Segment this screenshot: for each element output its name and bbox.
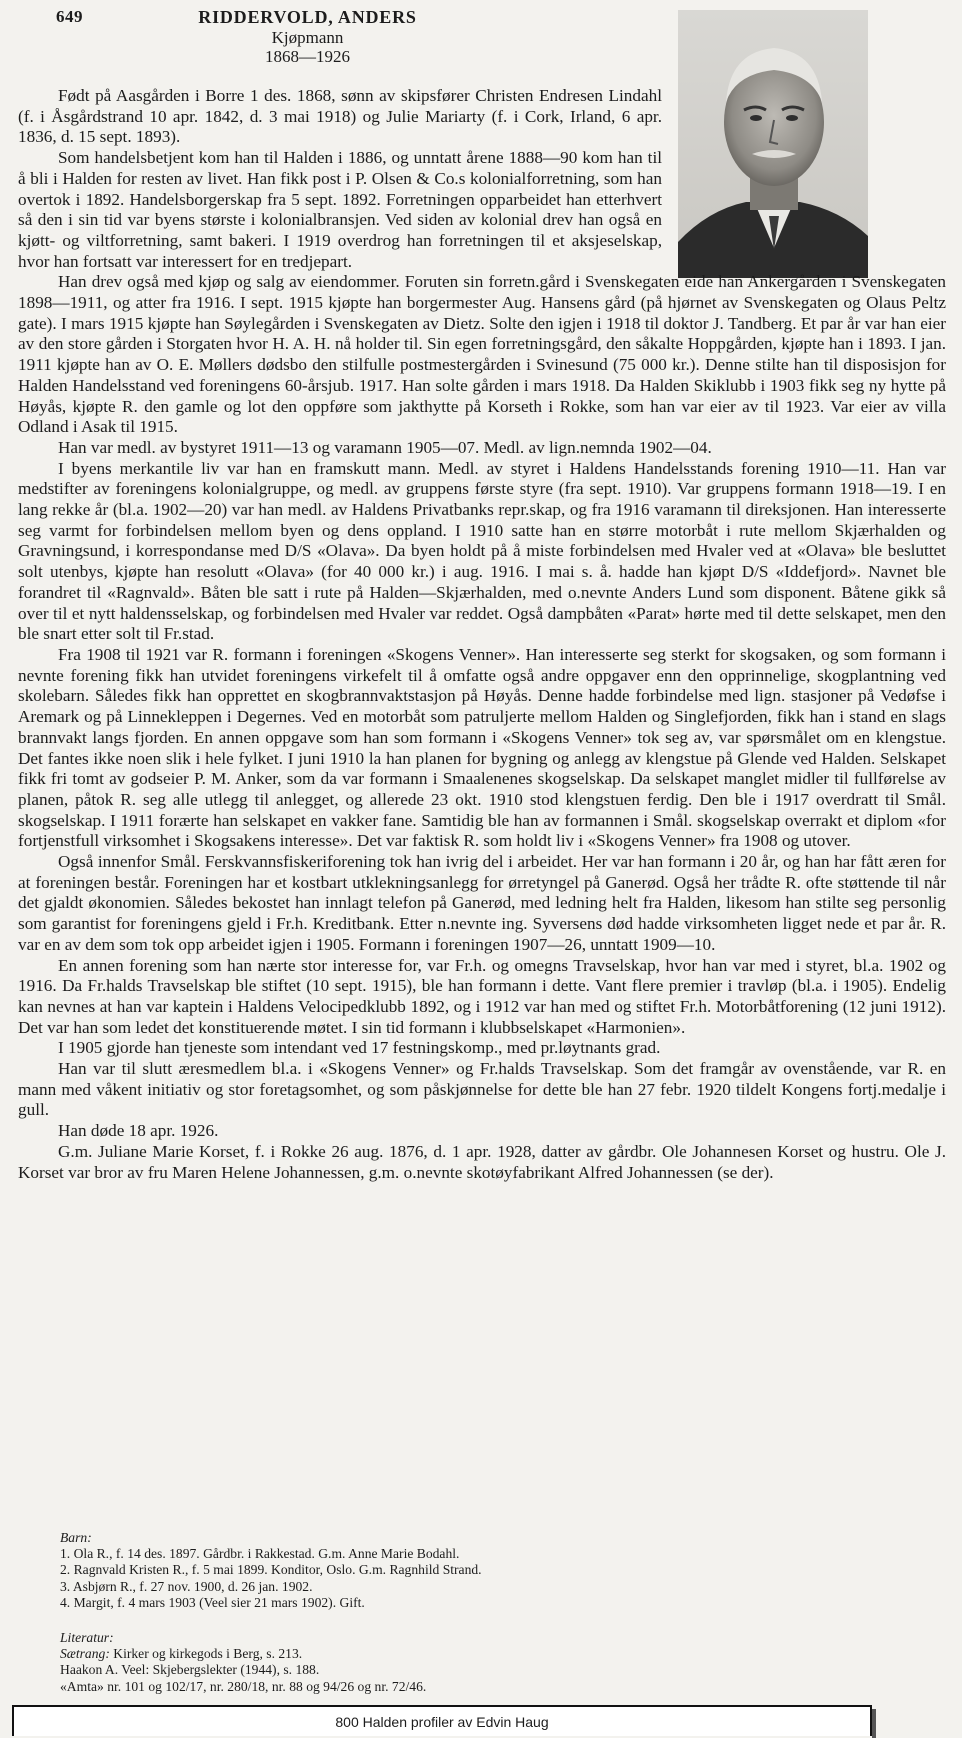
biography-text <box>18 86 946 1183</box>
source-title: «Amta» nr. 101 og 102/17, nr. 280/18, nr. 88 og 94/26 og nr. 72/46. <box>60 1678 427 1694</box>
paragraph-forest: Fra 1908 til 1921 var R. formann i foreningen «Skogens Venner». Han interesserte seg sterkt for skogsaken, og som formann i nevnte forening fikk han utvidet foreningens virkefelt til å omfatte også andre oppgaver enn den opprinnelige, skogplantning ved skolebarn. Således fikk han opprettet en skogbrannvaktstasjon på Høyås. Denne hadde forbindelse med lign. stasjoner på Vedøfse i Aremark og på Linnekleppen i Degernes. Ved en motorbåt som patruljerte mellom Halden og Singlefjorden, fikk han i stand en slags brannvakt langs fjorden. En annen oppgave som han som formann i «Skogens Venner» tok seg av, var spørsmålet om en klengstue. Det fantes ikke noen slik i hele fylket. I juni 1910 la han planen for bygning og anlegg av klengstue på Glende ved Halden. Selskapet fikk fri tomt av godseier P. M. Anker, som da var formann i Smaalenenes skogselskap. Da selskapet manglet midler til fullførelse av planen, påtok R. seg alle utlegg til anlegget, og allerede 23 okt. 1910 stod klengstuen ferdig. Den ble i 1917 overdratt til Smål. skogselskap. I 1911 forærte han selskapet en vakker fane. Samtidig ble han av formannen i Smål. skogselskap overrakt et diplom «for fortjenstfull virksomhet i Skogsakens interesse». Det var faktisk R. som holdt liv i «Skogens Venner» fra 1908 og utover. <box>18 644 946 851</box>
paragraph-council: Han var medl. av bystyret 1911—13 og varamann 1905—07. Medl. av lign.nemnda 1902—04. <box>58 437 712 457</box>
paragraph-honours: Han var til slutt æresmedlem bl.a. i «Skogens Venner» og Fr.halds Travselskap. Som det framgår av ovenstående, var R. en mann med våkent initiativ og stor foretagsomhet, og som påskjønnelse for dette ble han 27 febr. 1920 tildelt Kongens fortj.medalje i gull. <box>18 1059 946 1120</box>
footer-caption: 800 Halden profiler av Edvin Haug <box>12 1705 872 1736</box>
paragraph-mercantile: I byens merkantile liv var han en framskutt mann. Medl. av styret i Haldens Handelsstands forening 1910—11. Han var medstifter av foreningens kolonialgruppe, og medl. av gruppens første styre (fra sept. 1910). Var gruppens formann 1918—19. I en lang rekke år (bl.a. 1902—20) var han medl. av Haldens Privatbanks repr.skap, og fra 1916 varamann til direksjonen. Han interesserte seg varmt for forbindelsen mellom byen og dens oppland. I 1910 satte han en større motorbåt i rute mellom Skjærhalden og Gravningsund, i korrespondanse med D/S «Olava». Da byen holdt på å miste forbindelsen med Hvaler ved at «Olava» ble besluttet solt utenbys, kjøpte han resolutt «Olava» (for 40 000 kr.) i aug. 1916. I mai s. å. hadde han kjøpt D/S «Iddefjord». Navnet ble forandret til «Ragnvald». Båten ble satt i rute på Halden—Skjærhalden, med o.nevnte Anders Lund som disponent. Båtene gikk så over til et nytt haldensselskap, og forbindelsen med Hvaler var reddet. Også dampbåten «Parat» hørte med til dette selskapet, men den ble snart etter solt til Fr.stad. <box>18 458 946 644</box>
paragraph-marriage: G.m. Juliane Marie Korset, f. i Rokke 26 aug. 1876, d. 1 apr. 1928, datter av gårdbr. Ole Johannesen Korset og hustru. Ole J. Korset var bror av fru Maren Helene Johannessen, g.m. o.nevnte skotøyfabrikant Alfred Johannessen (se der). <box>18 1141 946 1182</box>
paragraph-career: Som handelsbetjent kom han til Halden i 1886, og unntatt årene 1888—90 kom han til å bli i Halden for resten av livet. Han fikk post i P. Olsen & Co.s kolonialforretning, som han overtok i 1892. Handelsborgerskap fra 5 sept. 1892. Forretningen opparbeidet han etterhvert så den i sin tid var byens største i kolonialbransjen. Ved siden av kolonial drev han også en kjøtt- og viltforretning, samt bakeri. I 1919 overdrog han forretningen til et aksjeselskap, hvor han fortsatt var interessert for en tredjepart. <box>18 148 662 271</box>
list-item <box>60 1679 880 1695</box>
life-years: 1868—1926 <box>265 47 350 66</box>
occupation: Kjøpmann <box>271 28 344 47</box>
paragraph-property: Han drev også med kjøp og salg av eiendommer. Foruten sin forretn.gård i Svenskegaten eide han Ankergården i Svenskegaten 1898—1911, og atter fra 1916. I sept. 1915 kjøpte han borgermester Aug. Hansens gård (på hjørnet av Svenskegaten og Olaus Peltz gate). I mars 1915 kjøpte han Søylegården i Svenskegaten av Dietz. Solte den igjen i 1918 til doktor J. Tandberg. Et par år var han eier av den store gården i Storgaten hvor H. A. H. nå holder til. Sin egen forretningsgård, den såkalte Hoppgården, kjøpte han i 1893. I jan. 1911 kjøpte han av O. E. Møllers dødsbo den stilfulle postmestergården i Svinesund (75 000 kr.). Denne stilte han til disposisjon for Halden Handelsstand ved foreningens 60-årsjub. 1917. Han solte gården i mars 1918. Da Halden Skiklubb i 1903 fikk seg ny hytte på Høyås, kjøpte R. den gamle og lot den oppføre som jakthytte på Korseth i Rokke, som han var eier av til 1923. Var eier av villa Odland i Asak til 1915. <box>18 272 946 437</box>
list-item: 1. Ola R., f. 14 des. 1897. Gårdbr. i Rakkestad. G.m. Anne Marie Bodahl. <box>60 1546 460 1562</box>
source-title: Kirker og kirkegods i Berg, s. 213. <box>109 1646 303 1662</box>
children-label: Barn: <box>60 1530 92 1545</box>
paragraph-fishery: Også innenfor Smål. Ferskvannsfiskeriforening tok han ivrig del i arbeidet. Her var han formann i 20 år, og han har fått æren for at foreningen består. Foreningen har et kostbart utklekningsanlegg for ørretyngel på Ganerød. Også her trådte R. ofte støttende til når det gjaldt økonomien. Således bekostet han innlagt telefon på Ganerød, med ledning helt fra Halden, likesom han stilte seg personlig som garantist for foreningens gjeld i Fr.h. Kreditbank. Etter n.nevnte ing. Syversens død hadde virksomheten ligget nede et par år. R. var en av dem som tok opp arbeidet igjen i 1905. Formann i foreningen 1907—26, unntatt 1909—10. <box>18 852 946 954</box>
list-item <box>60 1662 880 1678</box>
paragraph-birth: Født på Aasgården i Borre 1 des. 1868, sønn av skipsfører Christen Endresen Lindahl (f. i Åsgårdstrand 10 apr. 1842, d. 3 mai 1918) og Julie Mariarty (f. i Cork, Irland, 6 apr. 1836, d. 15 sept. 1893). <box>18 86 662 147</box>
children-list <box>60 1546 880 1611</box>
source-title: Haakon A. Veel: Skjebergslekter (1944), s. 188. <box>60 1662 320 1678</box>
source-author: Sætrang: <box>60 1646 110 1662</box>
paragraph-trotting: En annen forening som han nærte stor interesse for, var Fr.h. og omegns Travselskap, hvor han var med i styret, bl.a. 1902 og 1916. Da Fr.halds Travselskap ble stiftet (10 sept. 1915), ble han formann i dette. Vant flere premier i travløp (bl.a. i 1905). Endelig kan nevnes at han var kaptein i Haldens Velocipedklubb 1892, og i 1912 var han med og stiftet Fr.h. Motorbåtforening (12 juni 1912). Det var han som ledet det konstituerende møtet. I sin tid formann i klubbselskapet «Harmonien». <box>18 955 946 1037</box>
literature-label: Literatur: <box>60 1630 114 1645</box>
paragraph-military: I 1905 gjorde han tjeneste som intendant ved 17 festningskomp., med pr.løytnants grad. <box>58 1038 661 1058</box>
paragraph-death: Han døde 18 apr. 1926. <box>58 1121 219 1141</box>
children-section <box>60 1530 880 1611</box>
list-item <box>60 1646 880 1662</box>
footer-shadow <box>872 1709 876 1738</box>
entry-header <box>190 7 425 66</box>
list-item: 4. Margit, f. 4 mars 1903 (Veel sier 21 mars 1902). Gift. <box>60 1594 365 1610</box>
list-item: 3. Asbjørn R., f. 27 nov. 1900, d. 26 jan. 1902. <box>60 1578 313 1594</box>
person-name: RIDDERVOLD, ANDERS <box>198 7 417 27</box>
page-number: 649 <box>56 7 83 26</box>
literature-section <box>60 1630 880 1695</box>
list-item: 2. Ragnvald Kristen R., f. 5 mai 1899. Konditor, Oslo. G.m. Ragnhild Strand. <box>60 1562 482 1578</box>
